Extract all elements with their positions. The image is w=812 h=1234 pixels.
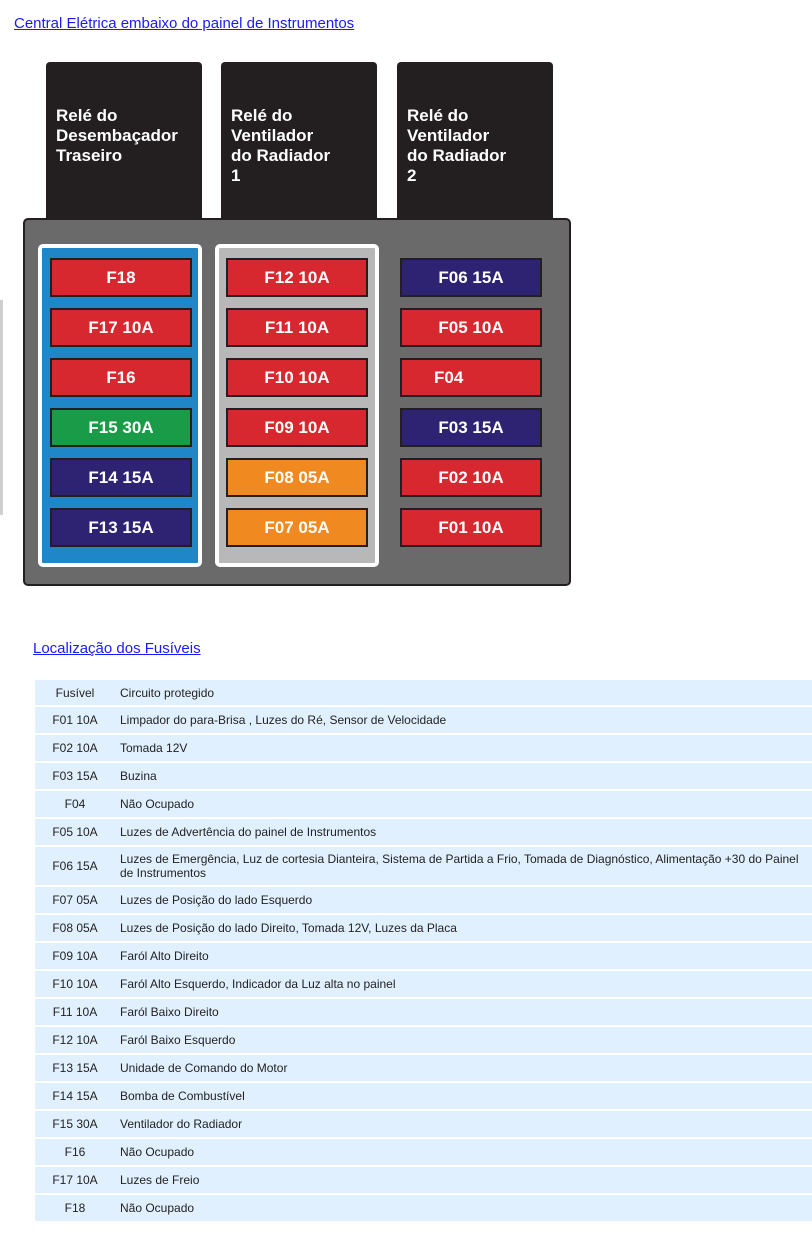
fuse-id-cell: F02 10A xyxy=(35,735,115,761)
fuse-f11: F11 10A xyxy=(226,308,368,347)
fuse-f09: F09 10A xyxy=(226,408,368,447)
fuse-id-cell: F09 10A xyxy=(35,943,115,969)
header-fuse: Fusível xyxy=(35,680,115,705)
fuse-id-cell: F11 10A xyxy=(35,999,115,1025)
fuse-id-cell: F03 15A xyxy=(35,763,115,789)
circuit-cell: Ventilador do Radiador xyxy=(115,1111,812,1137)
circuit-cell: Luzes de Posição do lado Direito, Tomada 12V, Luzes da Placa xyxy=(115,915,812,941)
fuse-id-cell: F16 xyxy=(35,1139,115,1165)
relay-radiator-fan-1 xyxy=(221,62,377,227)
fuse-f16: F16 xyxy=(50,358,192,397)
table-row xyxy=(35,1055,812,1081)
fuse-id-cell: F13 15A xyxy=(35,1055,115,1081)
table-row xyxy=(35,915,812,941)
fuse-id-cell: F06 15A xyxy=(35,847,115,885)
fuse-f17: F17 10A xyxy=(50,308,192,347)
fuse-id-cell: F12 10A xyxy=(35,1027,115,1053)
table-row xyxy=(35,819,812,845)
relay-rear-defroster xyxy=(46,62,202,227)
fuse-id-cell: F01 10A xyxy=(35,707,115,733)
fuse-id-cell: F15 30A xyxy=(35,1111,115,1137)
table-row xyxy=(35,1111,812,1137)
table-row xyxy=(35,735,812,761)
fuse-id-cell: F14 15A xyxy=(35,1083,115,1109)
relay-label: Relé do Ventilador do Radiador 1 xyxy=(231,106,331,185)
fuse-id-cell: F07 05A xyxy=(35,887,115,913)
central-eletrica-link[interactable]: Central Elétrica embaixo do painel de Instrumentos xyxy=(14,15,355,32)
fuse-table xyxy=(35,678,812,1223)
table-row xyxy=(35,1195,812,1221)
table-row xyxy=(35,887,812,913)
table-row xyxy=(35,1027,812,1053)
table-row xyxy=(35,763,812,789)
fuse-f12: F12 10A xyxy=(226,258,368,297)
circuit-cell: Não Ocupado xyxy=(115,1195,812,1221)
fuse-f01: F01 10A xyxy=(400,508,542,547)
table-row xyxy=(35,707,812,733)
fuse-f04: F04 xyxy=(400,358,542,397)
circuit-cell: Faról Baixo Direito xyxy=(115,999,812,1025)
relay-label: Relé do Desembaçador Traseiro xyxy=(56,106,178,165)
fuse-f18: F18 xyxy=(50,258,192,297)
header-circuit: Circuito protegido xyxy=(115,680,812,705)
left-edge-mark xyxy=(0,300,3,515)
fuse-id-cell: F10 10A xyxy=(35,971,115,997)
table-row xyxy=(35,791,812,817)
circuit-cell: Limpador do para-Brisa , Luzes do Ré, Sensor de Velocidade xyxy=(115,707,812,733)
circuit-cell: Luzes de Emergência, Luz de cortesia Dianteira, Sistema de Partida a Frio, Tomada de Diagnóstico, Alimentação +30 do Painel de Instrumentos xyxy=(115,847,812,885)
circuit-cell: Bomba de Combustível xyxy=(115,1083,812,1109)
fuse-f03: F03 15A xyxy=(400,408,542,447)
fuse-f07: F07 05A xyxy=(226,508,368,547)
circuit-cell: Tomada 12V xyxy=(115,735,812,761)
table-header-row xyxy=(35,680,812,705)
fuse-id-cell: F08 05A xyxy=(35,915,115,941)
fuse-f08: F08 05A xyxy=(226,458,368,497)
table-row xyxy=(35,847,812,885)
circuit-cell: Unidade de Comando do Motor xyxy=(115,1055,812,1081)
table-row xyxy=(35,943,812,969)
circuit-cell: Buzina xyxy=(115,763,812,789)
table-row xyxy=(35,971,812,997)
fuse-f02: F02 10A xyxy=(400,458,542,497)
fuse-location-link[interactable]: Localização dos Fusíveis xyxy=(33,640,201,657)
circuit-cell: Luzes de Advertência do painel de Instrumentos xyxy=(115,819,812,845)
circuit-cell: Faról Alto Esquerdo, Indicador da Luz alta no painel xyxy=(115,971,812,997)
fuse-f13: F13 15A xyxy=(50,508,192,547)
relay-label: Relé do Ventilador do Radiador 2 xyxy=(407,106,507,185)
circuit-cell: Luzes de Freio xyxy=(115,1167,812,1193)
table-row xyxy=(35,999,812,1025)
circuit-cell: Faról Alto Direito xyxy=(115,943,812,969)
fuse-id-cell: F17 10A xyxy=(35,1167,115,1193)
table-row xyxy=(35,1139,812,1165)
fuse-f10: F10 10A xyxy=(226,358,368,397)
fuse-f15: F15 30A xyxy=(50,408,192,447)
circuit-cell: Luzes de Posição do lado Esquerdo xyxy=(115,887,812,913)
fuse-id-cell: F04 xyxy=(35,791,115,817)
fuse-id-cell: F05 10A xyxy=(35,819,115,845)
table-row xyxy=(35,1083,812,1109)
fuse-id-cell: F18 xyxy=(35,1195,115,1221)
circuit-cell: Faról Baixo Esquerdo xyxy=(115,1027,812,1053)
fuse-f14: F14 15A xyxy=(50,458,192,497)
table-row xyxy=(35,1167,812,1193)
circuit-cell: Não Ocupado xyxy=(115,791,812,817)
fuse-f06: F06 15A xyxy=(400,258,542,297)
relay-radiator-fan-2 xyxy=(397,62,553,227)
fuse-f05: F05 10A xyxy=(400,308,542,347)
circuit-cell: Não Ocupado xyxy=(115,1139,812,1165)
